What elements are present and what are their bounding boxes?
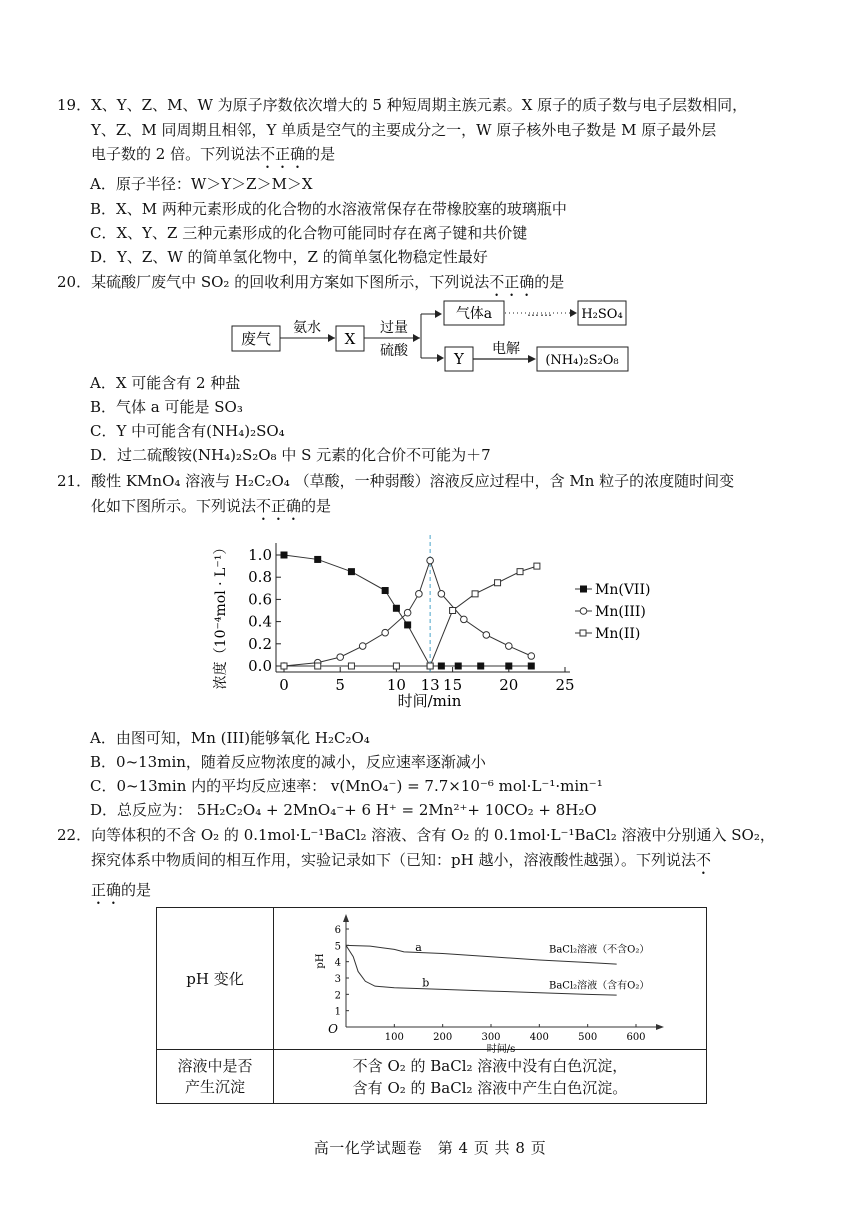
series-label-b: BaCl₂溶液（含有O₂） (549, 979, 650, 991)
x-tick-label: 400 (529, 1031, 549, 1043)
table-row1-label: pH 变化 (157, 908, 274, 1050)
q20-option-c: C．Y 中可能含有(NH₄)₂SO₄ (90, 422, 285, 440)
point-Mn(II) (472, 591, 478, 597)
question-22 (57, 823, 817, 908)
point-Mn(II) (517, 569, 523, 575)
point-Mn(VII) (393, 605, 400, 612)
q21-option-c: C．0~13min 内的平均反应速率： v(MnO₄⁻) = 7.7×10⁻⁶ mol·L⁻¹·min⁻¹ (90, 777, 603, 795)
point-Mn(VII) (382, 587, 389, 594)
x-axis-label: 时间/s (486, 1043, 516, 1055)
q22-emphasis-2: 正确 (91, 880, 122, 899)
point-Mn(III) (438, 591, 445, 598)
flow-reagent1: 氨水 (293, 320, 321, 336)
q19-option-d: D．Y、Z、W 的简单氢化物中，Z 的简单氢化物稳定性最好 (90, 248, 488, 266)
point-Mn(II) (315, 663, 321, 669)
q21-stem-line2: 化如下图所示。下列说法不正确的是 (91, 496, 332, 515)
page-footer: 高一化学试题卷 第 4 页 共 8 页 (313, 1139, 547, 1157)
y-tick-label: 0.2 (248, 634, 272, 653)
point-Mn(II) (427, 663, 433, 669)
q21-option-a: A．由图可知，Mn (III)能够氧化 H₂C₂O₄ (90, 729, 370, 747)
legend-label: Mn(III) (595, 604, 646, 620)
q20-option-a: A．X 可能含有 2 种盐 (90, 374, 241, 392)
x-tick-label: 20 (499, 676, 519, 694)
q21-option-d: D．总反应为： 5H₂C₂O₄ + 2MnO₄⁻+ 6 H⁺ = 2Mn²⁺+ 10CO₂ + 8H₂O (90, 801, 597, 819)
q22-stem-line2: 探究体系中物质间的相互作用，实验记录如下（已知：pH 越小，溶液酸性越强）。下列说法不 (91, 850, 711, 869)
point-Mn(VII) (281, 552, 288, 559)
series-name-b: b (422, 976, 430, 990)
origin-label: O (328, 1021, 338, 1036)
q19-option-c: C．X、Y、Z 三种元素形成的化合物可能同时存在离子键和共价键 (90, 224, 528, 242)
flow-process: 电解 (492, 341, 520, 357)
y-axis-label: 浓度（10⁻⁴mol · L⁻¹） (213, 540, 229, 690)
point-Mn(VII) (505, 663, 512, 670)
point-Mn(III) (461, 616, 468, 623)
point-Mn(VII) (528, 663, 535, 670)
series-label-a: BaCl₂溶液（不含O₂） (549, 943, 650, 955)
y-axis-arrow (343, 914, 349, 922)
x-tick-label: 100 (384, 1031, 404, 1043)
point-Mn(III) (416, 591, 423, 598)
point-Mn(VII) (438, 663, 445, 670)
q19-stem-line1: 19．X、Y、Z、M、W 为原子序数依次增大的 5 种短周期主族元素。X 原子的质子数与电子层数相同， (57, 96, 748, 114)
question-21 (57, 469, 817, 524)
q22-stem-line1: 22．向等体积的不含 O₂ 的 0.1mol·L⁻¹BaCl₂ 溶液、含有 O₂ 的 0.1mol·L⁻¹BaCl₂ 溶液中分别通入 SO₂， (57, 826, 775, 844)
point-Mn(III) (506, 643, 513, 650)
point-Mn(VII) (477, 663, 484, 670)
flow-reagent2-bottom: 硫酸 (380, 343, 408, 359)
flow-product1: H₂SO₄ (581, 307, 623, 322)
flow-product2: (NH₄)₂S₂O₈ (545, 353, 619, 368)
table-row2-label: 溶液中是否 产生沉淀 (157, 1050, 274, 1104)
legend-label: Mn(VII) (595, 582, 651, 598)
table-row1-chart-cell (274, 908, 707, 1055)
point-Mn(III) (427, 557, 434, 564)
q22-experiment-table (156, 907, 707, 1104)
x-tick-label: 5 (335, 676, 345, 694)
point-Mn(VII) (404, 621, 411, 628)
point-Mn(II) (393, 663, 399, 669)
x-tick-label: 10 (386, 676, 406, 694)
x-tick-label: 25 (555, 676, 575, 694)
y-tick-label: 3 (334, 973, 341, 985)
legend-marker (580, 608, 587, 615)
y-tick-label: 6 (334, 924, 341, 936)
point-Mn(VII) (348, 568, 355, 575)
point-Mn(II) (534, 563, 540, 569)
flow-x: X (344, 330, 356, 348)
q20-option-b: B．气体 a 可能是 SO₃ (90, 398, 243, 416)
table-row2-text: 不含 O₂ 的 BaCl₂ 溶液中没有白色沉淀， 含有 O₂ 的 BaCl₂ 溶液中产生白色沉淀。 (274, 1050, 707, 1104)
q19-option-a: A．原子半径：W＞Y＞Z＞M＞X (90, 175, 313, 193)
mn-concentration-chart (210, 525, 650, 720)
x-tick-label: 300 (481, 1031, 501, 1043)
y-tick-label: 1.0 (248, 546, 272, 564)
point-Mn(III) (382, 629, 389, 636)
point-Mn(II) (348, 663, 354, 669)
y-tick-label: 0.8 (248, 568, 272, 587)
point-Mn(III) (337, 654, 344, 661)
x-tick-label: 15 (443, 676, 463, 694)
x-tick-label: 0 (279, 676, 289, 694)
q19-stem-line2: Y、Z、M 同周期且相邻，Y 单质是空气的主要成分之一，W 原子核外电子数是 M 原子最外层 (91, 120, 717, 139)
flow-dots: …… (527, 305, 553, 319)
flow-reagent2-top: 过量 (380, 320, 408, 336)
x-axis-arrow (656, 1024, 664, 1030)
q20-emphasis: 不正确 (489, 273, 535, 291)
point-Mn(III) (359, 643, 366, 650)
legend-label: Mn(II) (595, 626, 641, 642)
point-Mn(VII) (455, 663, 462, 670)
point-Mn(III) (528, 653, 535, 660)
y-tick-label: 4 (334, 957, 341, 969)
question-19 (57, 93, 817, 172)
q20-stem: 20．某硫酸厂废气中 SO₂ 的回收利用方案如下图所示，下列说法不正确的是 (57, 273, 565, 291)
x-tick-label: 500 (578, 1031, 598, 1043)
point-Mn(VII) (314, 556, 321, 563)
x-axis-label: 时间/min (397, 692, 462, 710)
q19-option-b: B．X、M 两种元素形成的化合物的水溶液常保存在带橡胶塞的玻璃瓶中 (90, 200, 567, 218)
x-tick-label: 200 (433, 1031, 453, 1043)
point-Mn(III) (483, 632, 490, 639)
x-tick-label: 13 (420, 676, 440, 694)
flow-gas: 气体a (455, 306, 493, 322)
y-tick-label: 0.6 (248, 590, 272, 609)
q20-flow-diagram (0, 296, 860, 376)
y-tick-label: 2 (334, 989, 341, 1001)
y-tick-label: 0.0 (248, 657, 272, 675)
flow-feed: 废气 (240, 330, 272, 348)
x-tick-label: 600 (626, 1031, 646, 1043)
q19-stem-line3: 电子数的 2 倍。下列说法不正确的是 (91, 145, 336, 163)
ph-change-chart (274, 909, 704, 1055)
q19-emphasis: 不正确 (260, 145, 306, 163)
legend-marker (580, 630, 586, 636)
flow-y: Y (454, 350, 464, 368)
q22-emphasis-1: 不 (695, 850, 711, 869)
q21-emphasis: 不正确 (256, 496, 302, 515)
q20-option-d: D．过二硫酸铵(NH₄)₂S₂O₈ 中 S 元素的化合价不可能为＋7 (90, 446, 491, 464)
series-name-a: a (415, 940, 422, 954)
y-tick-label: 5 (334, 940, 341, 952)
y-axis-label: pH (315, 952, 326, 969)
q21-option-b: B．0~13min，随着反应物浓度的减小，反应速率逐渐减小 (90, 753, 486, 771)
point-Mn(II) (495, 580, 501, 586)
legend-marker (580, 586, 587, 593)
q21-stem-line1: 21．酸性 KMnO₄ 溶液与 H₂C₂O₄ （草酸，一种弱酸）溶液反应过程中，含 Mn 粒子的浓度随时间变 (57, 472, 735, 490)
y-tick-label: 1 (334, 1006, 341, 1018)
q22-stem-line3: 正确的是 (91, 880, 152, 899)
point-Mn(III) (404, 609, 411, 616)
point-Mn(II) (281, 663, 287, 669)
point-Mn(II) (450, 608, 456, 614)
y-tick-label: 0.4 (248, 612, 272, 631)
